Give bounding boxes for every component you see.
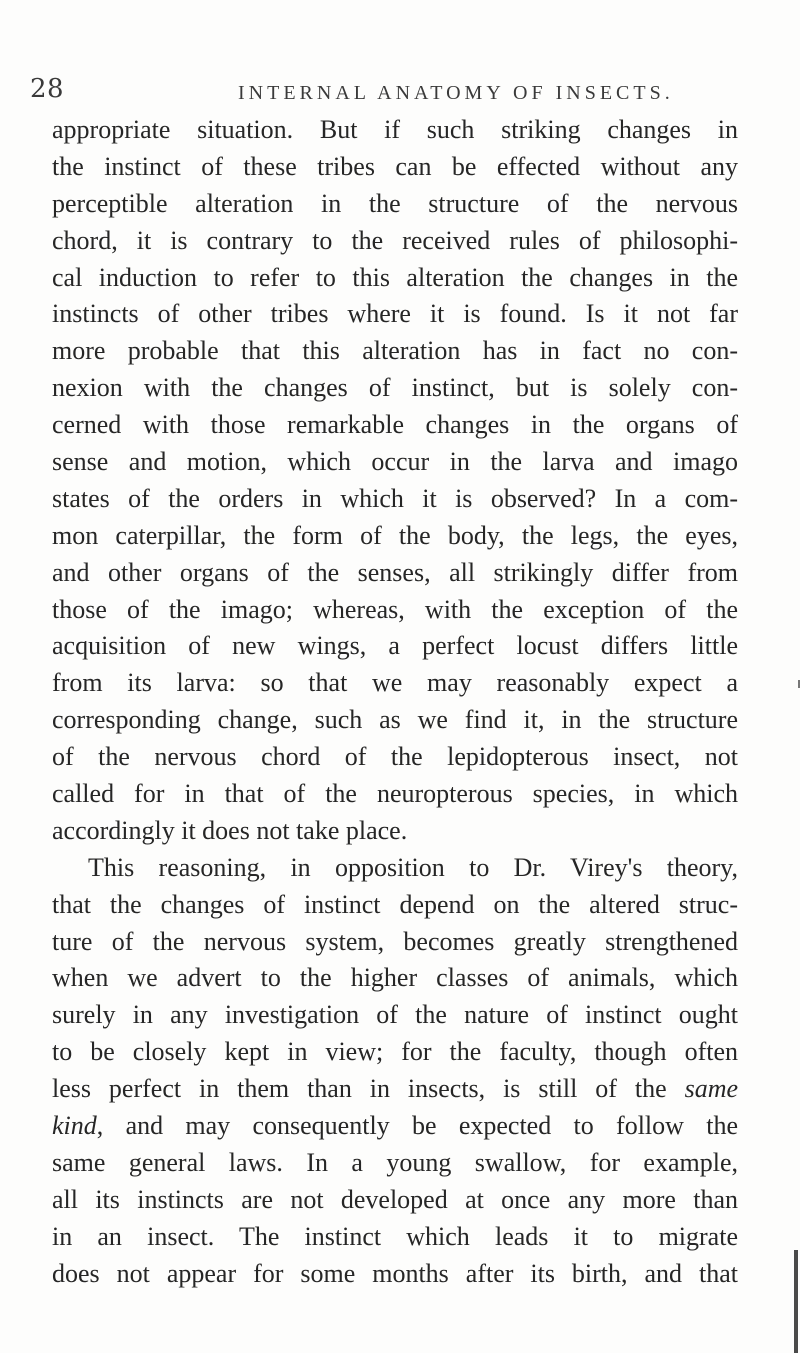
text-line: acquisition of new wings, a perfect locust differs little xyxy=(52,631,738,661)
text-line: instincts of other tribes where it is found. Is it not far xyxy=(52,299,738,329)
italic-word: same xyxy=(684,1074,739,1104)
paragraph-end-line: accordingly it does not take place. xyxy=(52,815,408,845)
text-line: mon caterpillar, the form of the body, the legs, the eyes, xyxy=(52,520,738,550)
page-number: 28 xyxy=(30,74,65,104)
text-line: same general laws. In a young swallow, for example, xyxy=(52,1147,738,1177)
text-line: that the changes of instinct depend on the altered struc- xyxy=(52,889,738,919)
text-line: cerned with those remarkable changes in the organs of xyxy=(52,410,738,440)
line-text: , and may consequently be expected to follow the xyxy=(96,1111,738,1141)
text-line: ture of the nervous system, becomes greatly strengthened xyxy=(52,926,738,956)
text-line: nexion with the changes of instinct, but is solely con- xyxy=(52,373,738,403)
paragraph-start-line: This reasoning, in opposition to Dr. Virey's theory, xyxy=(88,852,738,882)
text-line: cal induction to refer to this alteration the changes in the xyxy=(52,262,738,292)
page-edge-shadow xyxy=(794,1250,798,1353)
text-line: states of the orders in which it is observed? In a com- xyxy=(52,483,738,513)
line-text: less perfect in them than in insects, is still of the xyxy=(52,1074,667,1104)
text-line: sense and motion, which occur in the larva and imago xyxy=(52,447,738,477)
text-line: does not appear for some months after its birth, and that xyxy=(52,1258,738,1288)
running-head xyxy=(0,74,800,114)
text-line: and other organs of the senses, all strikingly differ from xyxy=(52,557,738,587)
text-line: more probable that this alteration has in fact no con- xyxy=(52,336,738,366)
running-title: INTERNAL ANATOMY OF INSECTS. xyxy=(238,82,674,104)
text-line: all its instincts are not developed at once any more than xyxy=(52,1184,738,1214)
text-line: surely in any investigation of the nature of instinct ought xyxy=(52,1000,738,1030)
text-line: from its larva: so that we may reasonably expect a xyxy=(52,668,738,698)
text-line: those of the imago; whereas, with the exception of the xyxy=(52,594,738,624)
text-line: when we advert to the higher classes of animals, which xyxy=(52,963,738,993)
text-line: corresponding change, such as we find it, in the structure xyxy=(52,705,738,735)
text-line: chord, it is contrary to the received rules of philosophi- xyxy=(52,225,738,255)
body-text xyxy=(52,112,738,1293)
text-line-with-italic xyxy=(52,1108,738,1145)
text-line-with-italic xyxy=(52,1071,738,1108)
text-line: to be closely kept in view; for the faculty, though often xyxy=(52,1037,738,1067)
text-line: perceptible alteration in the structure of the nervous xyxy=(52,188,738,218)
text-line: the instinct of these tribes can be effected without any xyxy=(52,151,738,181)
text-line: in an insect. The instinct which leads it to migrate xyxy=(52,1221,738,1251)
text-line: appropriate situation. But if such striking changes in xyxy=(52,115,738,144)
text-line: called for in that of the neuropterous species, in which xyxy=(52,779,738,809)
text-line: of the nervous chord of the lepidopterous insect, not xyxy=(52,742,738,772)
italic-word: kind xyxy=(52,1111,97,1141)
